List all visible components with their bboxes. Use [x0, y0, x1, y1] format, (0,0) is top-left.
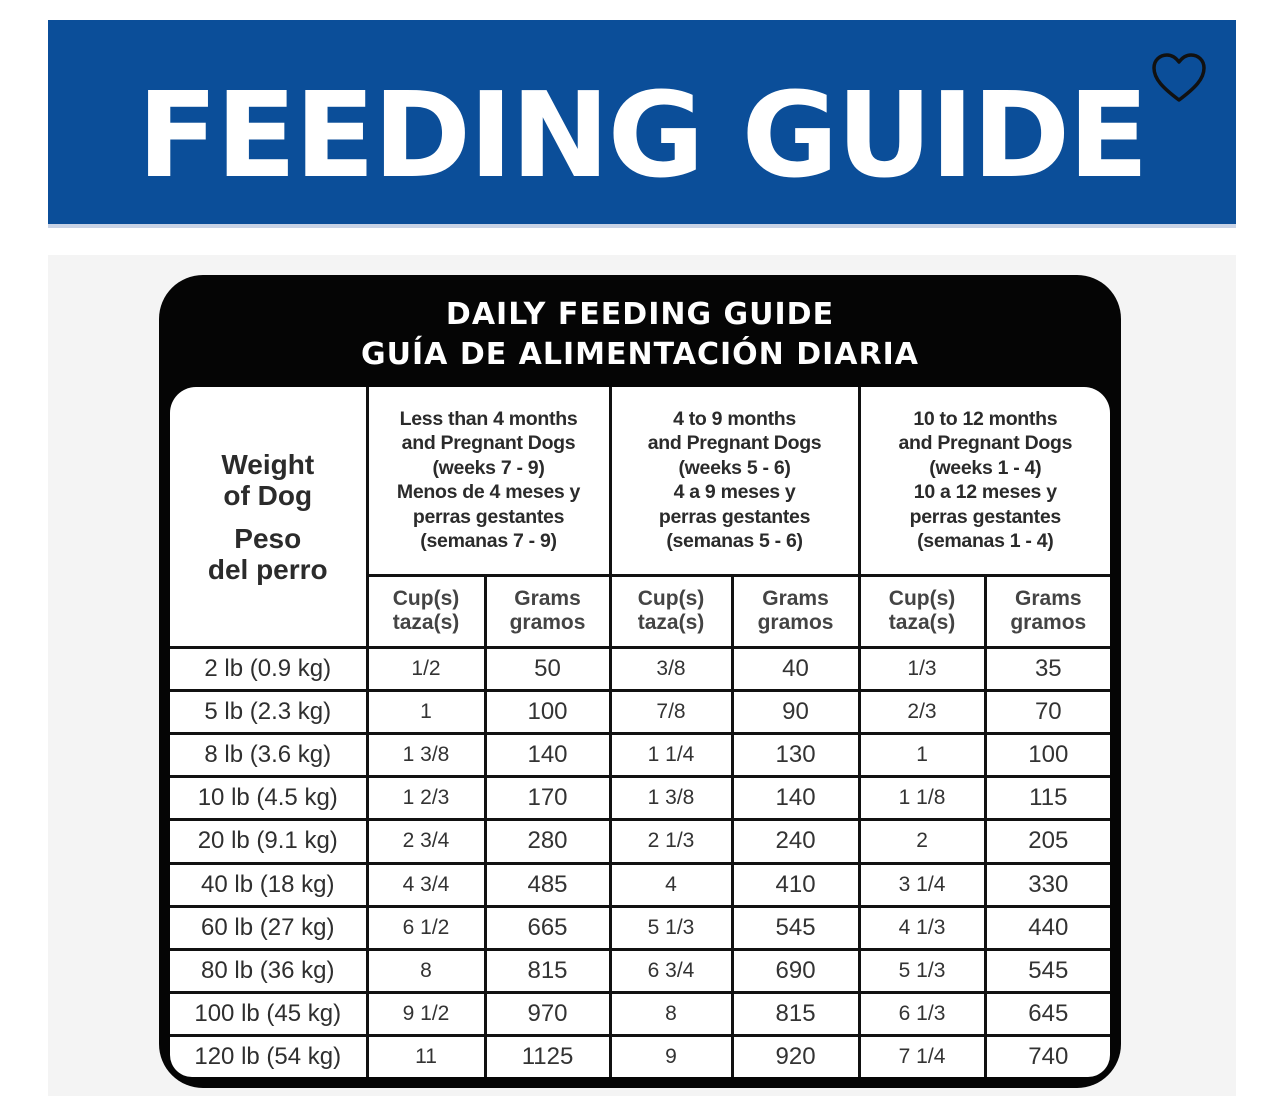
cups-cell: 4 3/4: [367, 863, 485, 906]
age-group-header-1: [367, 387, 610, 575]
grams-cell: 645: [985, 992, 1110, 1035]
age-group-line: (semanas 7 - 9): [420, 530, 557, 553]
unit-label: gramos: [757, 611, 834, 635]
cups-cell: 6 3/4: [610, 949, 732, 992]
age-group-line: 10 a 12 meses y: [913, 481, 1057, 504]
age-group-line: and Pregnant Dogs: [647, 432, 822, 455]
daily-feeding-guide-card: [159, 275, 1121, 1088]
grams-cell: 280: [485, 820, 610, 863]
weight-cell: 60 lb (27 kg): [170, 906, 367, 949]
cups-cell: 1 3/8: [367, 734, 485, 777]
table-row: [170, 992, 1110, 1035]
unit-label: Grams: [514, 587, 581, 611]
weight-header-line: of Dog: [223, 479, 313, 511]
weight-cell: 100 lb (45 kg): [170, 992, 367, 1035]
grams-cell: 440: [985, 906, 1110, 949]
weight-cell: 120 lb (54 kg): [170, 1035, 367, 1077]
cups-cell: 8: [610, 992, 732, 1035]
age-group-line: and Pregnant Dogs: [401, 432, 576, 455]
weight-header-line: Weight: [221, 448, 315, 480]
cups-cell: 3 1/4: [859, 863, 985, 906]
unit-label: Grams: [1015, 587, 1082, 611]
cups-cell: 1/2: [367, 648, 485, 691]
grams-cell: 40: [732, 648, 859, 691]
heart-outline-icon[interactable]: [1151, 52, 1207, 104]
grams-cell: 665: [485, 906, 610, 949]
table-row: [170, 734, 1110, 777]
cups-cell: 1/3: [859, 648, 985, 691]
cups-cell: 9: [610, 1035, 732, 1077]
weight-column-header: [170, 387, 367, 648]
cups-cell: 2: [859, 820, 985, 863]
cups-cell: 7 1/4: [859, 1035, 985, 1077]
age-group-line: 4 to 9 months: [673, 407, 796, 430]
grams-column-header: [732, 575, 859, 647]
age-group-line: (semanas 5 - 6): [666, 530, 803, 553]
cups-cell: 5 1/3: [610, 906, 732, 949]
grams-cell: 50: [485, 648, 610, 691]
grams-cell: 545: [985, 949, 1110, 992]
cups-cell: 2 3/4: [367, 820, 485, 863]
grams-cell: 740: [985, 1035, 1110, 1077]
table-row: [170, 949, 1110, 992]
table-row: [170, 820, 1110, 863]
cups-column-header: [610, 575, 732, 647]
cups-cell: 7/8: [610, 691, 732, 734]
cups-cell: 1 3/8: [610, 777, 732, 820]
grams-cell: 815: [732, 992, 859, 1035]
grams-cell: 970: [485, 992, 610, 1035]
weight-cell: 40 lb (18 kg): [170, 863, 367, 906]
age-group-line: Menos de 4 meses y: [396, 481, 581, 504]
table-row: [170, 906, 1110, 949]
cups-cell: 1: [859, 734, 985, 777]
age-group-line: (semanas 1 - 4): [917, 530, 1054, 553]
age-group-line: (weeks 5 - 6): [678, 456, 791, 479]
grams-cell: 485: [485, 863, 610, 906]
weight-cell: 20 lb (9.1 kg): [170, 820, 367, 863]
grams-cell: 240: [732, 820, 859, 863]
weight-cell: 2 lb (0.9 kg): [170, 648, 367, 691]
cups-cell: 2 1/3: [610, 820, 732, 863]
grams-cell: 205: [985, 820, 1110, 863]
weight-header-line: del perro: [207, 553, 328, 585]
age-group-header-2: [610, 387, 859, 575]
unit-label: Cup(s): [888, 587, 956, 611]
grams-cell: 330: [985, 863, 1110, 906]
grams-cell: 100: [985, 734, 1110, 777]
grams-cell: 115: [985, 777, 1110, 820]
unit-label: Grams: [762, 587, 829, 611]
cups-cell: 5 1/3: [859, 949, 985, 992]
weight-cell: 10 lb (4.5 kg): [170, 777, 367, 820]
unit-label: taza(s): [392, 611, 460, 635]
cups-cell: 11: [367, 1035, 485, 1077]
feeding-table-wrapper: [170, 387, 1110, 1077]
page-title: FEEDING GUIDE: [137, 66, 1147, 204]
cups-cell: 4: [610, 863, 732, 906]
grams-cell: 690: [732, 949, 859, 992]
weight-cell: 80 lb (36 kg): [170, 949, 367, 992]
cups-cell: 1 2/3: [367, 777, 485, 820]
unit-label: taza(s): [637, 611, 705, 635]
cups-cell: 8: [367, 949, 485, 992]
grams-cell: 815: [485, 949, 610, 992]
age-group-line: Less than 4 months: [399, 407, 578, 430]
table-row: [170, 691, 1110, 734]
grams-cell: 90: [732, 691, 859, 734]
age-group-line: perras gestantes: [412, 505, 565, 528]
age-group-line: perras gestantes: [909, 505, 1061, 528]
card-title-spanish: GUÍA DE ALIMENTACIÓN DIARIA: [361, 337, 919, 372]
grams-column-header: [985, 575, 1110, 647]
grams-column-header: [485, 575, 610, 647]
cups-cell: 3/8: [610, 648, 732, 691]
unit-label: taza(s): [888, 611, 956, 635]
grams-cell: 545: [732, 906, 859, 949]
cups-cell: 1 1/8: [859, 777, 985, 820]
cups-cell: 2/3: [859, 691, 985, 734]
grams-cell: 1125: [485, 1035, 610, 1077]
unit-label: gramos: [509, 611, 586, 635]
age-group-line: perras gestantes: [658, 505, 811, 528]
grams-cell: 35: [985, 648, 1110, 691]
cups-column-header: [859, 575, 985, 647]
weight-cell: 5 lb (2.3 kg): [170, 691, 367, 734]
table-row: [170, 648, 1110, 691]
cups-cell: 9 1/2: [367, 992, 485, 1035]
card-title-english: DAILY FEEDING GUIDE: [445, 297, 835, 332]
age-group-line: (weeks 7 - 9): [432, 456, 545, 479]
table-row: [170, 863, 1110, 906]
age-group-line: and Pregnant Dogs: [898, 432, 1073, 455]
age-group-line: 4 a 9 meses y: [673, 481, 796, 504]
grams-cell: 140: [485, 734, 610, 777]
cups-cell: 6 1/2: [367, 906, 485, 949]
grams-cell: 130: [732, 734, 859, 777]
grams-cell: 920: [732, 1035, 859, 1077]
cups-cell: 1 1/4: [610, 734, 732, 777]
cups-cell: 6 1/3: [859, 992, 985, 1035]
weight-cell: 8 lb (3.6 kg): [170, 734, 367, 777]
table-row: [170, 777, 1110, 820]
unit-label: Cup(s): [392, 587, 460, 611]
cups-cell: 4 1/3: [859, 906, 985, 949]
age-group-header-3: [859, 387, 1110, 575]
age-group-line: (weeks 1 - 4): [929, 456, 1042, 479]
age-group-line: 10 to 12 months: [913, 407, 1058, 430]
table-row: [170, 1035, 1110, 1077]
cups-column-header: [367, 575, 485, 647]
feeding-table: [170, 387, 1110, 1077]
unit-label: gramos: [1010, 611, 1087, 635]
grams-cell: 140: [732, 777, 859, 820]
weight-header-line: Peso: [234, 522, 302, 554]
grams-cell: 100: [485, 691, 610, 734]
card-title: [159, 295, 1121, 375]
grams-cell: 170: [485, 777, 610, 820]
cups-cell: 1: [367, 691, 485, 734]
grams-cell: 410: [732, 863, 859, 906]
feeding-guide-banner: [48, 20, 1236, 228]
unit-label: Cup(s): [637, 587, 705, 611]
grams-cell: 70: [985, 691, 1110, 734]
